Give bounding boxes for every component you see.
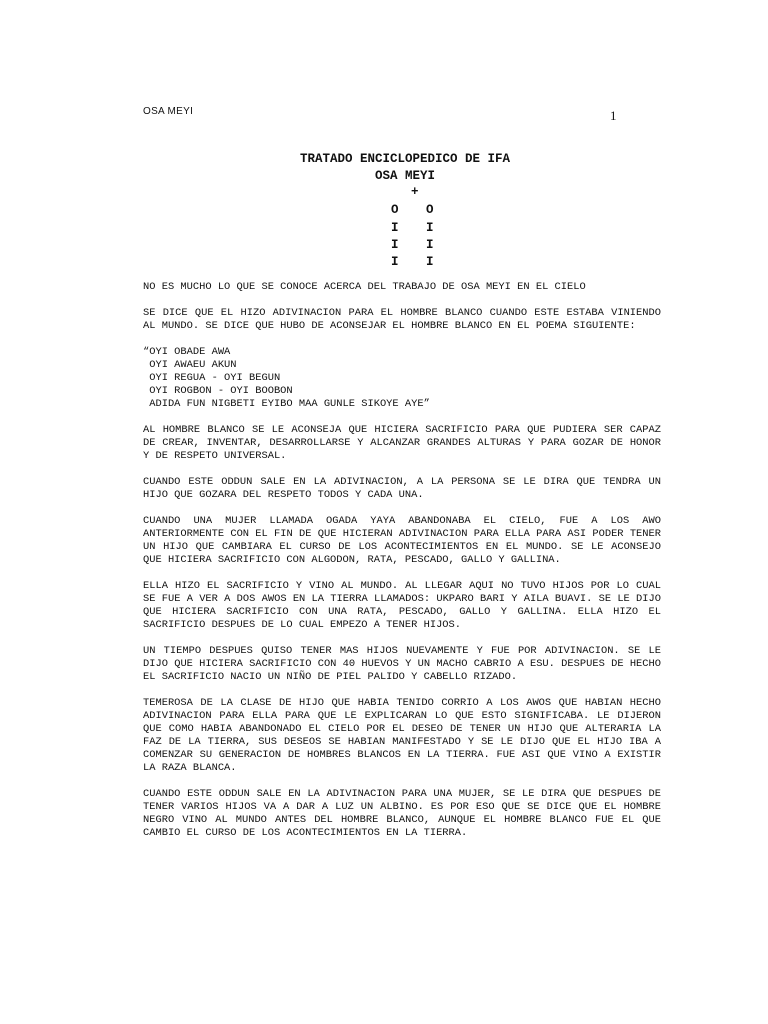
poem-line: ADIDA FUN NIGBETI EYIBO MAA GUNLE SIKOYE AYE” [143, 398, 430, 410]
document-body [143, 281, 661, 853]
odu-mark-left: I [391, 221, 399, 235]
paragraph: NO ES MUCHO LO QUE SE CONOCE ACERCA DEL TRABAJO DE OSA MEYI EN EL CIELO [143, 281, 586, 293]
paragraph: TEMEROSA DE LA CLASE DE HIJO QUE HABIA TENIDO CORRIO A LOS AWOS QUE HABIAN HECHO ADIVINACION PARA ELLA PARA QUE LE EXPLICARAN LO QUE ESTO SIGNIFICABA. LE DIJERON QUE COMO HABIA ABANDONADO EL CIELO POR EL DESEO DE TENER UN HIJO QUE ALTERARIA LA FAZ DE LA TIERRA, SUS DESEOS SE HABIAN MANIFESTADO Y SE LE DIJO QUE EL HIJO IBA A COMENZAR SU GENERACION DE HOMBRES BLANCOS EN LA TIERRA. FUE ASI QUE VINO A EXISTIR LA RAZA BLANCA. [143, 697, 661, 774]
paragraph: CUANDO ESTE ODDUN SALE EN LA ADIVINACION, A LA PERSONA SE LE DIRA QUE TENDRA UN HIJO QUE GOZARA DEL RESPETO TODOS Y CADA UNA. [143, 476, 661, 501]
poem-line: OYI REGUA - OYI BEGUN [143, 372, 281, 384]
paragraph: CUANDO ESTE ODDUN SALE EN LA ADIVINACION PARA UNA MUJER, SE LE DIRA QUE DESPUES DE TENER VARIOS HIJOS VA A DAR A LUZ UN ALBINO. ES POR ESO QUE SE DICE QUE EL HOMBRE NEGRO VINO AL MUNDO ANTES DEL HOMBRE BLANCO, AUNQUE EL HOMBRE BLANCO FUE EL QUE CAMBIO EL CURSO DE LOS ACONTECIMIENTOS EN LA TIERRA. [143, 788, 661, 839]
odu-mark-left: I [391, 238, 399, 252]
odu-mark-right: O [426, 203, 434, 217]
poem-line: OYI AWAEU AKUN [143, 359, 237, 371]
poem [143, 346, 661, 411]
odu-row [385, 255, 445, 272]
odu-row [385, 203, 445, 220]
odu-mark-right: I [426, 255, 434, 269]
paragraph: UN TIEMPO DESPUES QUISO TENER MAS HIJOS NUEVAMENTE Y FUE POR ADIVINACION. SE LE DIJO QUE HICIERA SACRIFICIO CON 40 HUEVOS Y UN MACHO CABRIO A ESU. DESPUES DE HECHO EL SACRIFICIO NACIO UN NIÑO DE PIEL PALIDO Y CABELLO RIZADO. [143, 645, 661, 683]
page-number: 1 [610, 108, 617, 123]
odu-name: OSA MEYI [374, 169, 435, 183]
poem-line: OYI ROGBON - OYI BOOBON [143, 385, 293, 397]
odu-plus-mark: + [411, 185, 419, 199]
paragraph: CUANDO UNA MUJER LLAMADA OGADA YAYA ABANDONABA EL CIELO, FUE A LOS AWO ANTERIORMENTE CON EL FIN DE QUE HICIERAN ADIVINACION PARA ELLA PARA ASI PODER TENER UN HIJO QUE CAMBIARA EL CURSO DE LOS ACONTECIMIENTOS EN EL MUNDO. SE LE ACONSEJO QUE HICIERA SACRIFICIO CON ALGODON, RATA, PESCADO, GALLO Y GALLINA. [143, 515, 661, 566]
title-block [0, 151, 768, 185]
odu-row [385, 221, 445, 238]
odu-mark-left: I [391, 255, 399, 269]
paragraph: ELLA HIZO EL SACRIFICIO Y VINO AL MUNDO. AL LLEGAR AQUI NO TUVO HIJOS POR LO CUAL SE FUE A VER A DOS AWOS EN LA TIERRA LLAMADOS: UKPARO BARI Y AILA BUAVI. SE LE DIJO QUE HICIERA SACRIFICIO CON UNA RATA, PESCADO, GALLO Y GALLINA. ELLA HIZO EL SACRIFICIO DESPUES DE LO CUAL EMPEZO A TENER HIJOS. [143, 580, 661, 631]
odu-row [385, 238, 445, 255]
odu-mark-right: I [426, 221, 434, 235]
document-title: TRATADO ENCICLOPEDICO DE IFA [299, 152, 511, 166]
paragraph: SE DICE QUE EL HIZO ADIVINACION PARA EL HOMBRE BLANCO CUANDO ESTE ESTABA VINIENDO AL MUNDO. SE DICE QUE HUBO DE ACONSEJAR EL HOMBRE BLANCO EN EL POEMA SIGUIENTE: [143, 307, 661, 332]
running-header: OSA MEYI [143, 106, 194, 117]
odu-mark-right: I [426, 238, 434, 252]
poem-line: “OYI OBADE AWA [143, 346, 231, 358]
paragraph: AL HOMBRE BLANCO SE LE ACONSEJA QUE HICIERA SACRIFICIO PARA QUE PUDIERA SER CAPAZ DE CREAR, INVENTAR, DESARROLLARSE Y ALCANZAR GRANDES ALTURAS Y PARA GOZAR DE HONOR Y DE RESPETO UNIVERSAL. [143, 424, 661, 462]
odu-mark-left: O [391, 203, 399, 217]
